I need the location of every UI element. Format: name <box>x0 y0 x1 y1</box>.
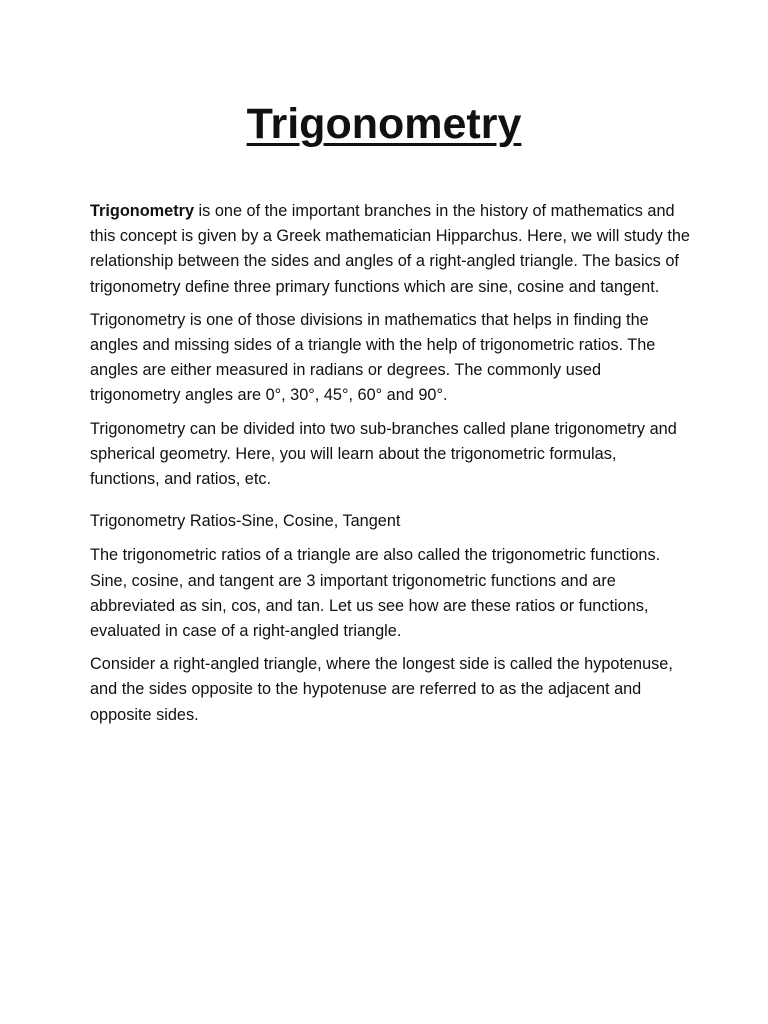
section-subheading: Trigonometry Ratios-Sine, Cosine, Tangent <box>90 512 401 531</box>
paragraph-angles: Trigonometry is one of those divisions in mathematics that helps in finding the angles and missing sides of a triangle with the help of trigonometric ratios. The angles are either measured in radians or degrees. The commonly used trigonometry angles are 0°, 30°, 45°, 60° and 90°. <box>90 310 656 405</box>
paragraph-ratios: The trigonometric ratios of a triangle are also called the trigonometric functions. Sine, cosine, and tangent are 3 important trigonometric functions and are abbreviated as sin, cos, and tan. Let us see how are these ratios or functions, evaluated in case of a right-angled triangle. <box>90 546 661 641</box>
paragraph-right-triangle: Consider a right-angled triangle, where the longest side is called the hypotenuse, and the sides opposite to the hypotenuse are referred to as the adjacent and opposite sides. <box>90 655 673 724</box>
intro-bold-term: Trigonometry <box>90 202 195 220</box>
intro-paragraph <box>90 199 690 300</box>
intro-text: is one of the important branches in the history of mathematics and this concept is given by a Greek mathematician Hipparchus. Here, we will study the relationship between the sides and angles of a right-angled triangle. The basics of trigonometry define three primary functions which are sine, cosine and tangent. <box>90 202 690 296</box>
paragraph-sub-branches: Trigonometry can be divided into two sub-branches called plane trigonometry and spherical geometry. Here, you will learn about the trigonometric formulas, functions, and ratios, etc. <box>90 419 677 489</box>
document-body <box>90 199 690 736</box>
page-title: Trigonometry <box>246 100 522 148</box>
